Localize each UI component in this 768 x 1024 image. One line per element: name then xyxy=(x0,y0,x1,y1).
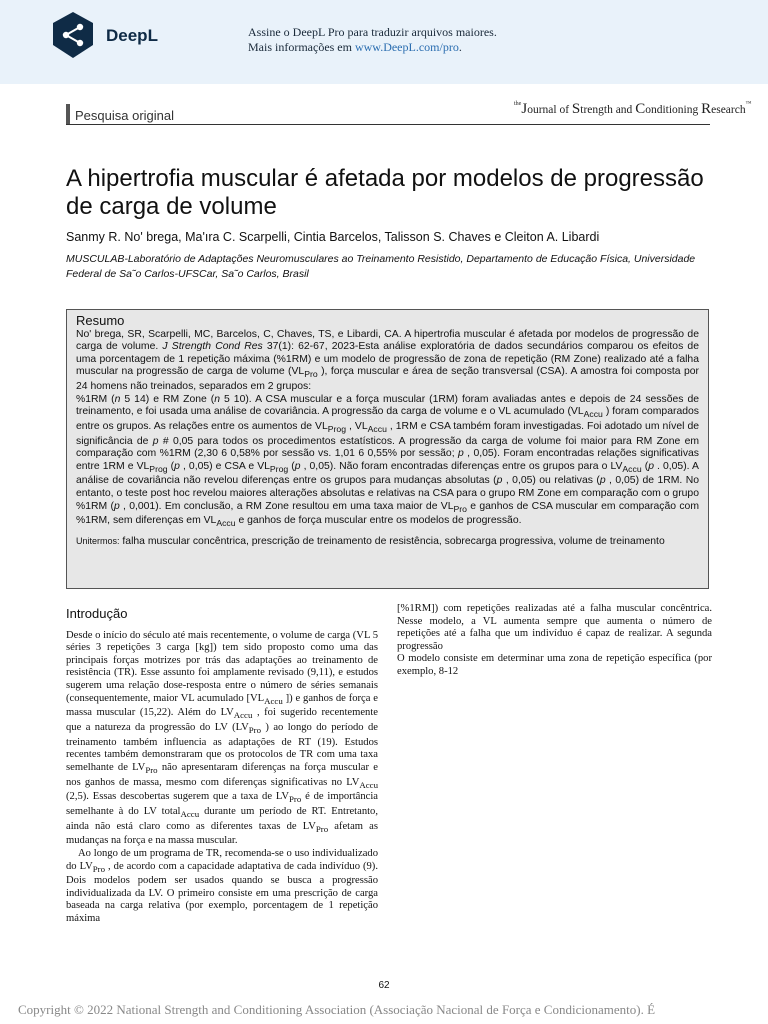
abstract-paragraph-1: No' brega, SR, Scarpelli, MC, Barcelos, C, Chaves, TS, e Libardi, CA. A hipertrofia muscular é afetada por modelos de progressão de carga de volume. J Strength Cond Res 37(1): 62-67, 2023-Esta análise exploratória de dados secundários comparou os efeitos de uma porcentagem de 1 repetição máxima (%1RM) e um modelo de progressão de zona de repetição (RM Zone) realizado até a falha muscular na progressão de carga de volume ($VL_{Pro}$ ), força muscular e área de seção transversal (CSA). A amostra foi composta por 24 homens não treinados, separados em 2 grupos: xyxy=(76,328,699,393)
right-column-paragraph-2: O modelo consiste em determinar uma zona de repetição específica (por exemplo, 8-12 xyxy=(397,653,712,677)
right-column-paragraph-1: [%1RM]) com repetições realizadas até a falha muscular concêntrica. Nesse modelo, a VL aumenta sempre que aumenta o número de repetições até a falha que um indivíduo é capaz de realizar. A segunda progressão xyxy=(397,603,712,652)
section-label: Pesquisa original xyxy=(66,104,174,124)
keywords: Unitermos: falha muscular concêntrica, prescrição de treinamento de resistência, sobrecarga progressiva, volume de treinamento xyxy=(76,535,665,547)
introduction-heading: Introdução xyxy=(66,606,128,621)
abstract-paragraph-2: %1RM (n 5 14) e RM Zone (n 5 10). A CSA muscular e a força muscular (1RM) foram avaliadas antes e depois de 24 sessões de treinamento, e foi usada uma análise de covariância. A progressão da carga de volume e o VL acumulado ($VL_{Accu}$ ) foram comparados entre os grupos. As relações entre os aumentos de $VL_{Prog}$ , $VL_{Accu}$ , 1RM e CSA também foram investigadas. Foi adotado um nível de significância de p # 0,05 para todos os procedimentos estatísticos. A progressão da carga de volume foi maior para RM Zone em comparação com %1RM (2,30 6 0,58% por sessão vs. 1,01 6 0,55% por sessão; p , 0,05). Foram encontradas relações significativas entre 1RM e $VL_{Prog}$ (p , 0,05) e CSA e $VL_{Prog}$ (p , 0,05). Não foram encontradas diferenças entre os grupos para o $LV_{Accu}$ (p . 0,05). A análise de covariância não revelou diferenças entre os grupos para mudanças absolutas (p , 0,05) ou relativas (p , 0,05) de 1RM. No entanto, o teste post hoc revelou maiores alterações absolutas e relativas na CSA para o grupo RM Zone em comparação com o grupo %1RM (p , 0,001). Em conclusão, a RM Zone resultou em uma taxa maior de $VL_{Pro}$ e ganhos de CSA muscular em comparação com %1RM, sem diferenças em $VL_{Accu}$ e ganhos de força muscular entre os modelos de progressão. xyxy=(76,393,700,529)
journal-name: $^{the}$Journal of Strength and Conditioning Research™ xyxy=(514,101,752,117)
banner-line-2: Mais informações em www.DeepL.com/pro. xyxy=(248,40,462,54)
deepl-logo-text: DeepL xyxy=(106,26,158,45)
abstract-box xyxy=(66,309,709,589)
banner-line-1: Assine o DeepL Pro para traduzir arquivos maiores. xyxy=(248,25,497,39)
body-column-left xyxy=(66,608,378,926)
copyright-footer: Copyright © 2022 National Strength and Conditioning Association (Associação Nacional de Força e Condicionamento). É xyxy=(18,1002,656,1017)
banner-message xyxy=(248,25,497,55)
keywords-label: Unitermos: xyxy=(76,535,120,546)
article-title: A hipertrofia muscular é afetada por modelos de progressão de carga de volume xyxy=(66,165,704,220)
deepl-banner xyxy=(0,0,768,84)
page-number: 62 xyxy=(378,980,390,991)
intro-paragraph-1: Desde o início do século até mais recentemente, o volume de carga (VL 5 séries 3 repetições 3 carga [kg]) tem sido proposto como uma das principais forças motrizes por trás das adaptações ao treinamento de resistência (TR). Esse assunto foi amplamente revisado (9,11), e estudos sugerem uma relação dose-resposta entre o número de séries semanais (consequentemente, maior VL acumulado [$VL_{Accu}$ ]) e ganhos de força e massa muscular (15,22). Além do $LV_{Accu}$ , foi sugerido recentemente que a natureza da progressão do LV ($LV_{Pro}$ ) ao longo do período de treinamento também influencia as adaptações de RT (19). Estudos recentes também demonstraram que os protocolos de TR com uma taxa semelhante de $LV_{Pro}$ não apresentaram diferenças na força muscular e nos ganhos de massa, mesmo com diferenças significativas no $LV_{Accu}$ (2,5). Essas descobertas sugerem que a taxa de $LV_{Pro}$ é de importância semelhante à do LV total$_{Accu}$ durante um período de RT. Entretanto, ainda não está claro como as diferentes taxas de $LV_{Pro}$ afetam as mudanças na força e na massa muscular. xyxy=(66,629,379,847)
body-column-right xyxy=(397,603,712,679)
deepl-pro-link[interactable]: www.DeepL.com/pro xyxy=(354,40,459,54)
deepl-logo-icon xyxy=(48,10,98,60)
author-list: Sanmy R. No' brega, Ma'ıra C. Scarpelli, Cintia Barcelos, Talisson S. Chaves e Cleiton A. Libardi xyxy=(66,230,600,244)
header-rule xyxy=(66,124,710,125)
abstract-heading: Resumo xyxy=(76,313,125,328)
intro-paragraph-2: Ao longo de um programa de TR, recomenda-se o uso individualizado do $LV_{Pro}$ , de acordo com a capacidade adaptativa de cada indivíduo (9). Dois modelos podem ser usados quando se busca a progressão individualizada da LV. O primeiro consiste em uma prescrição de carga baseada na carga relativa (por exemplo, porcentagem de 1 repetição máxima xyxy=(66,847,378,925)
affiliation: MUSCULAB-Laboratório de Adaptações Neuromusculares ao Treinamento Resistido, Departamento de Educação Física, Universidade Federal de Sa˜o Carlos-UFSCar, Sa˜o Carlos, Brasil xyxy=(66,253,696,280)
